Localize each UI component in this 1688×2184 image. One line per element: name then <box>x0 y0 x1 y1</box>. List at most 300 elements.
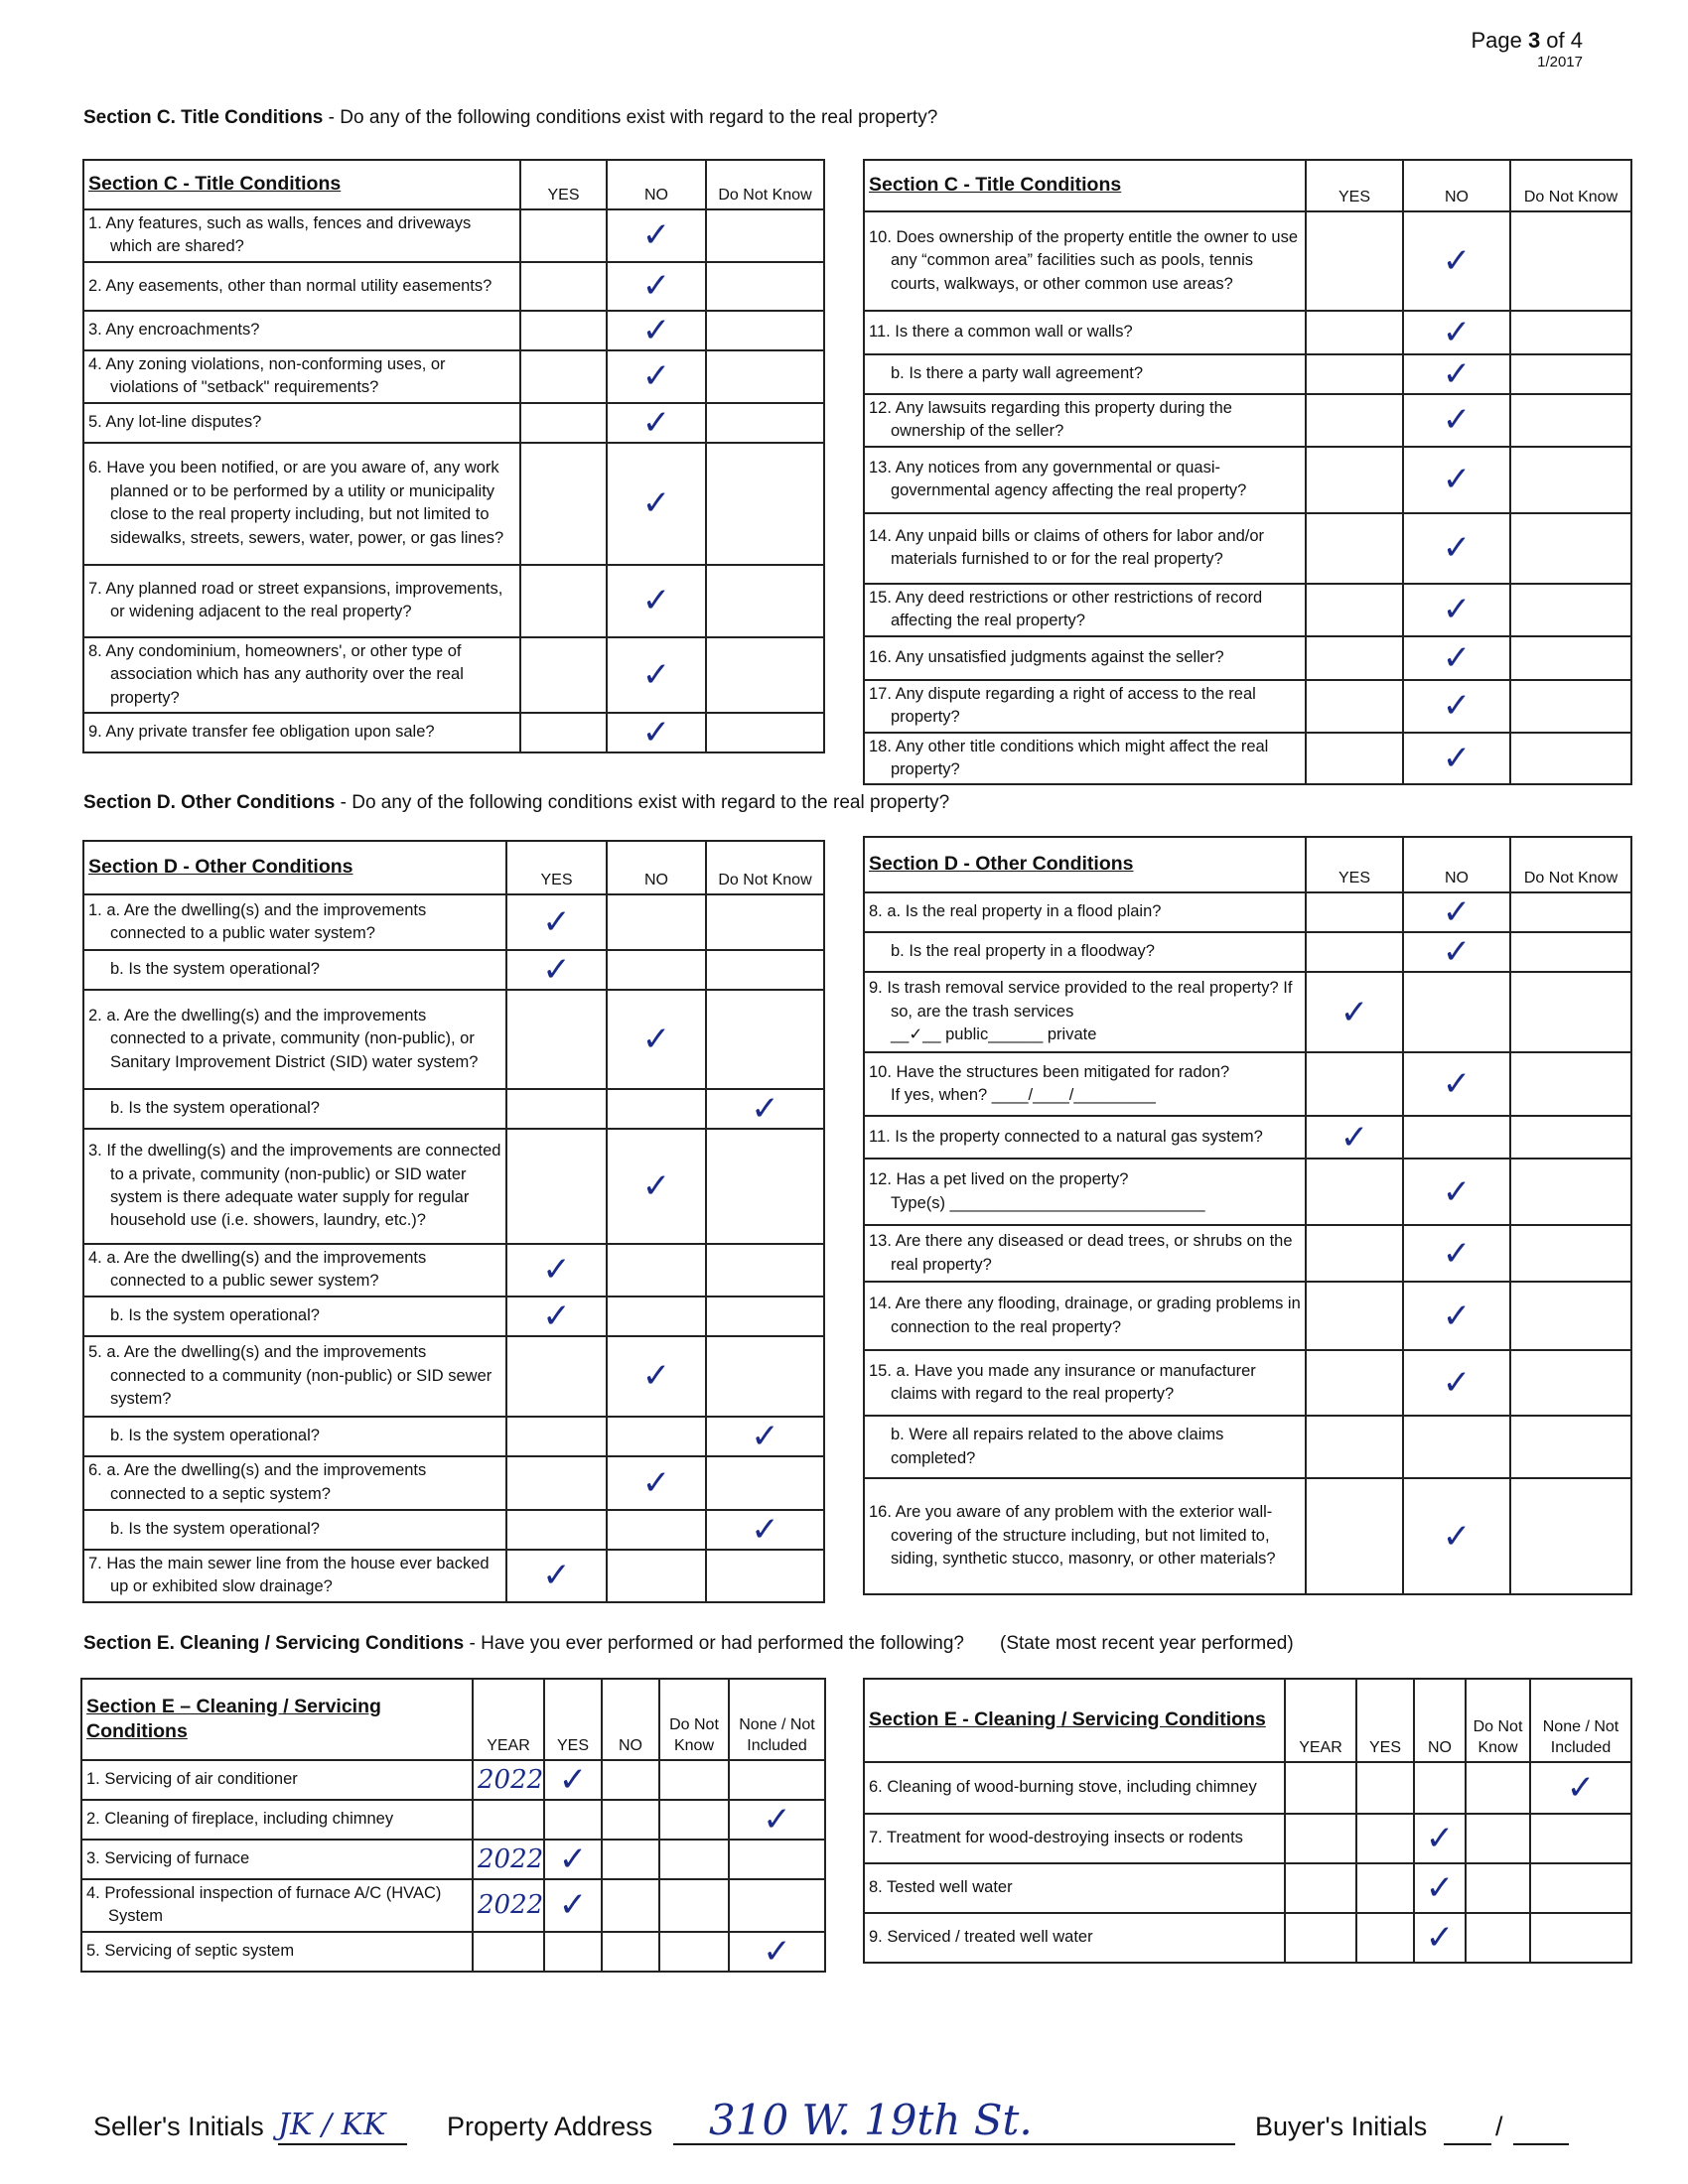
do-not-know-checkbox[interactable] <box>1510 1478 1631 1594</box>
table-row <box>83 990 824 1089</box>
table-row <box>864 354 1631 394</box>
do-not-know-checkbox[interactable]: ✓ <box>706 1417 824 1456</box>
page-number: Page 3 of 4 <box>1471 28 1583 53</box>
year-cell[interactable] <box>473 1932 544 1972</box>
no-checkbox[interactable]: ✓ <box>607 311 706 350</box>
no-checkbox[interactable]: ✓ <box>607 565 706 637</box>
no-checkbox[interactable]: ✓ <box>1403 636 1510 680</box>
question-cell <box>83 565 520 637</box>
no-checkbox[interactable]: ✓ <box>1414 1863 1466 1913</box>
yes-checkbox[interactable] <box>1356 1863 1414 1913</box>
question-text: 14. Any unpaid bills or claims of others for labor and/or materials furnished to or for the real property? <box>869 526 1265 569</box>
table-title: Section D - Other Conditions <box>864 837 1306 892</box>
question-cell <box>864 1350 1306 1416</box>
no-checkbox[interactable]: ✓ <box>607 990 706 1089</box>
no-checkbox[interactable]: ✓ <box>607 350 706 403</box>
do-not-know-checkbox[interactable] <box>1510 354 1631 394</box>
do-not-know-checkbox[interactable] <box>706 713 824 752</box>
yes-checkbox[interactable]: ✓ <box>506 1244 607 1297</box>
no-checkbox[interactable] <box>602 1879 659 1932</box>
question-text: b. Were all repairs related to the above claims completed? <box>891 1426 1224 1467</box>
yes-checkbox[interactable] <box>1306 354 1403 394</box>
yes-checkbox[interactable] <box>1306 1052 1403 1116</box>
no-checkbox[interactable] <box>1403 972 1510 1052</box>
do-not-know-checkbox[interactable] <box>1510 892 1631 932</box>
table-row <box>83 1336 824 1417</box>
table-row <box>83 403 824 443</box>
none-not-included-checkbox[interactable] <box>1530 1913 1631 1963</box>
yes-checkbox[interactable] <box>506 990 607 1089</box>
year-cell[interactable] <box>1285 1863 1356 1913</box>
question-cell <box>81 1932 473 1972</box>
question-cell <box>83 1129 506 1244</box>
yes-checkbox[interactable]: ✓ <box>544 1879 602 1932</box>
do-not-know-checkbox[interactable] <box>706 1297 824 1336</box>
table-row <box>864 932 1631 972</box>
question-text: b. Is the system operational? <box>110 1427 320 1445</box>
col-do-not-know: Do Not Know <box>1466 1679 1530 1762</box>
question-text: 2. Cleaning of fireplace, including chimney <box>86 1810 394 1829</box>
do-not-know-checkbox[interactable] <box>706 350 824 403</box>
question-cell <box>864 513 1306 584</box>
no-checkbox[interactable]: ✓ <box>1403 447 1510 513</box>
col-no: NO <box>1414 1679 1466 1762</box>
no-checkbox[interactable] <box>607 1550 706 1602</box>
table-title: Section C - Title Conditions <box>83 160 520 209</box>
none-not-included-checkbox[interactable] <box>1530 1814 1631 1863</box>
none-not-included-checkbox[interactable]: ✓ <box>729 1932 825 1972</box>
col-yes: YES <box>1306 837 1403 892</box>
table-row <box>83 713 824 752</box>
do-not-know-checkbox[interactable] <box>1510 1225 1631 1282</box>
do-not-know-checkbox[interactable] <box>706 1550 824 1602</box>
col-do-not-know: Do Not Know <box>1510 160 1631 211</box>
table-row <box>864 584 1631 636</box>
table-row <box>864 1863 1631 1913</box>
question-cell <box>83 637 520 713</box>
yes-checkbox[interactable] <box>506 1510 607 1550</box>
question-cell <box>83 1550 506 1602</box>
do-not-know-checkbox[interactable] <box>706 403 824 443</box>
do-not-know-checkbox[interactable] <box>1510 972 1631 1052</box>
question-cell <box>83 990 506 1089</box>
yes-checkbox[interactable]: ✓ <box>506 1297 607 1336</box>
table-row <box>83 1456 824 1510</box>
form-revision-date: 1/2017 <box>1537 54 1583 70</box>
question-cell <box>864 394 1306 447</box>
question-text: 15. Any deed restrictions or other restrictions of record affecting the real property? <box>869 588 1263 630</box>
no-checkbox[interactable]: ✓ <box>1403 932 1510 972</box>
do-not-know-checkbox[interactable] <box>706 990 824 1089</box>
no-checkbox[interactable] <box>1403 1416 1510 1478</box>
do-not-know-checkbox[interactable] <box>706 1244 824 1297</box>
no-checkbox[interactable]: ✓ <box>1403 1282 1510 1350</box>
do-not-know-checkbox[interactable] <box>1510 394 1631 447</box>
question-cell <box>864 892 1306 932</box>
table-row <box>864 1052 1631 1116</box>
col-do-not-know: Do Not Know <box>659 1679 729 1760</box>
yes-checkbox[interactable] <box>544 1800 602 1840</box>
question-cell <box>83 443 520 565</box>
yes-checkbox[interactable] <box>1356 1913 1414 1963</box>
table-title: Section E – Cleaning / Servicing Conditions <box>81 1679 473 1760</box>
no-checkbox[interactable]: ✓ <box>607 403 706 443</box>
table-row <box>81 1879 825 1932</box>
no-checkbox[interactable]: ✓ <box>607 1129 706 1244</box>
yes-checkbox[interactable] <box>1306 1225 1403 1282</box>
no-checkbox[interactable] <box>607 1417 706 1456</box>
question-cell <box>864 1225 1306 1282</box>
question-text: b. Is the system operational? <box>110 1306 320 1325</box>
no-checkbox[interactable]: ✓ <box>1403 680 1510 733</box>
table-row <box>864 1913 1631 1963</box>
table-row <box>81 1800 825 1840</box>
question-cell <box>83 403 520 443</box>
year-cell[interactable] <box>473 1800 544 1840</box>
question-fill-line[interactable]: If yes, when? ____/____/_________ <box>891 1086 1156 1104</box>
yes-checkbox[interactable] <box>1306 733 1403 785</box>
question-text: 11. Is there a common wall or walls? <box>869 323 1133 341</box>
col-no: NO <box>607 841 706 894</box>
do-not-know-checkbox[interactable] <box>706 1456 824 1510</box>
yes-checkbox[interactable] <box>544 1932 602 1972</box>
do-not-know-checkbox[interactable] <box>1466 1814 1530 1863</box>
table-row <box>81 1932 825 1972</box>
no-checkbox[interactable]: ✓ <box>1403 584 1510 636</box>
yes-checkbox[interactable] <box>506 1336 607 1417</box>
yes-checkbox[interactable] <box>1306 1478 1403 1594</box>
no-checkbox[interactable]: ✓ <box>1403 311 1510 354</box>
yes-checkbox[interactable]: ✓ <box>506 1550 607 1602</box>
do-not-know-checkbox[interactable] <box>1510 680 1631 733</box>
yes-checkbox[interactable] <box>506 1417 607 1456</box>
yes-checkbox[interactable] <box>520 311 607 350</box>
table-row <box>83 209 824 262</box>
do-not-know-checkbox[interactable] <box>659 1840 729 1879</box>
table-row <box>83 1510 824 1550</box>
no-checkbox[interactable]: ✓ <box>1403 1350 1510 1416</box>
question-text: 6. Have you been notified, or are you aware of, any work planned or to be performed by a utility or municipality close to the real property including, but not limited to sidewalks, streets, sewers, water, power, or gas lines? <box>88 459 504 547</box>
no-checkbox[interactable] <box>607 1244 706 1297</box>
question-cell <box>83 713 520 752</box>
yes-checkbox[interactable] <box>506 1089 607 1129</box>
table-row <box>864 892 1631 932</box>
question-fill-line[interactable]: __✓__ public______ private <box>891 1025 1097 1044</box>
question-text: 1. Any features, such as walls, fences and driveways which are shared? <box>88 214 472 256</box>
no-checkbox[interactable]: ✓ <box>1403 394 1510 447</box>
do-not-know-checkbox[interactable] <box>1510 1416 1631 1478</box>
question-cell <box>864 1814 1285 1863</box>
section-c-heading: Section C. Title Conditions - Do any of the following conditions exist with regard to the real property? <box>83 107 938 128</box>
question-text: 7. Treatment for wood-destroying insects or rodents <box>869 1829 1243 1847</box>
no-checkbox[interactable]: ✓ <box>1403 1478 1510 1594</box>
no-checkbox[interactable]: ✓ <box>607 1456 706 1510</box>
do-not-know-checkbox[interactable] <box>1466 1913 1530 1963</box>
do-not-know-checkbox[interactable] <box>1510 211 1631 311</box>
no-checkbox[interactable] <box>602 1932 659 1972</box>
do-not-know-checkbox[interactable] <box>1510 311 1631 354</box>
year-cell[interactable]: 2022 <box>473 1840 544 1879</box>
no-checkbox[interactable]: ✓ <box>1414 1814 1466 1863</box>
table-row <box>83 311 824 350</box>
question-text: 5. Servicing of septic system <box>86 1942 295 1961</box>
question-text: b. Is the system operational? <box>110 1520 320 1539</box>
table-row <box>83 950 824 990</box>
do-not-know-checkbox[interactable] <box>706 311 824 350</box>
no-checkbox[interactable] <box>1403 1116 1510 1159</box>
do-not-know-checkbox[interactable]: ✓ <box>706 1089 824 1129</box>
section-e-table-right <box>863 1678 1632 1964</box>
no-checkbox[interactable]: ✓ <box>1403 1052 1510 1116</box>
question-text: 14. Are there any flooding, drainage, or grading problems in connection to the real property? <box>869 1295 1301 1336</box>
question-text: 6. a. Are the dwelling(s) and the improvements connected to a septic system? <box>88 1461 427 1503</box>
question-text: 7. Has the main sewer line from the house ever backed up or exhibited slow drainage? <box>88 1554 490 1596</box>
question-cell <box>864 636 1306 680</box>
question-text: 11. Is the property connected to a natural gas system? <box>869 1127 1263 1146</box>
section-e-table-left <box>80 1678 826 1973</box>
do-not-know-checkbox[interactable] <box>1510 584 1631 636</box>
do-not-know-checkbox[interactable] <box>1510 1116 1631 1159</box>
yes-checkbox[interactable] <box>1306 311 1403 354</box>
year-cell[interactable] <box>1285 1762 1356 1814</box>
question-text: 9. Is trash removal service provided to the real property? If so, are the trash services <box>869 979 1293 1021</box>
col-no: NO <box>602 1679 659 1760</box>
do-not-know-checkbox[interactable] <box>706 637 824 713</box>
no-checkbox[interactable] <box>1414 1762 1466 1814</box>
do-not-know-checkbox[interactable] <box>659 1932 729 1972</box>
do-not-know-checkbox[interactable] <box>706 894 824 950</box>
no-checkbox[interactable]: ✓ <box>607 262 706 311</box>
table-row <box>864 680 1631 733</box>
question-text: 5. a. Are the dwelling(s) and the improvements connected to a community (non-public) or SID sewer system? <box>88 1343 492 1409</box>
question-cell <box>864 1416 1306 1478</box>
col-year: YEAR <box>473 1679 544 1760</box>
yes-checkbox[interactable] <box>1306 1159 1403 1225</box>
no-checkbox[interactable]: ✓ <box>607 443 706 565</box>
question-text: 4. Any zoning violations, non-conforming uses, or violations of "setback" requirements? <box>88 354 446 397</box>
table-row <box>864 311 1631 354</box>
table-row <box>83 894 824 950</box>
yes-checkbox[interactable] <box>1306 932 1403 972</box>
property-address-label: Property Address <box>447 2112 653 2141</box>
question-text: 15. a. Have you made any insurance or manufacturer claims with regard to the real property? <box>869 1361 1256 1403</box>
no-checkbox[interactable]: ✓ <box>1403 892 1510 932</box>
do-not-know-checkbox[interactable] <box>659 1879 729 1932</box>
yes-checkbox[interactable]: ✓ <box>544 1760 602 1800</box>
none-not-included-checkbox[interactable] <box>729 1760 825 1800</box>
table-row <box>864 972 1631 1052</box>
none-not-included-checkbox[interactable] <box>729 1840 825 1879</box>
question-cell <box>864 311 1306 354</box>
question-text: 4. a. Are the dwelling(s) and the improvements connected to a public sewer system? <box>88 1249 427 1291</box>
question-cell <box>83 350 520 403</box>
no-checkbox[interactable] <box>607 894 706 950</box>
table-row <box>83 1550 824 1602</box>
question-text: 8. Tested well water <box>869 1878 1013 1897</box>
do-not-know-checkbox[interactable] <box>706 1129 824 1244</box>
question-text: 6. Cleaning of wood-burning stove, including chimney <box>869 1778 1257 1797</box>
yes-checkbox[interactable]: ✓ <box>1306 1116 1403 1159</box>
do-not-know-checkbox[interactable] <box>1466 1762 1530 1814</box>
yes-checkbox[interactable] <box>520 565 607 637</box>
yes-checkbox[interactable] <box>1306 394 1403 447</box>
no-checkbox[interactable]: ✓ <box>1403 1159 1510 1225</box>
do-not-know-checkbox[interactable] <box>659 1760 729 1800</box>
do-not-know-checkbox[interactable] <box>706 950 824 990</box>
question-cell <box>83 1456 506 1510</box>
question-cell <box>864 211 1306 311</box>
yes-checkbox[interactable]: ✓ <box>506 894 607 950</box>
table-title: Section E - Cleaning / Servicing Conditions <box>864 1679 1285 1762</box>
section-c-table-left <box>82 159 825 753</box>
question-cell <box>83 1417 506 1456</box>
question-text: 18. Any other title conditions which might affect the real property? <box>869 737 1269 778</box>
yes-checkbox[interactable] <box>1306 211 1403 311</box>
do-not-know-checkbox[interactable] <box>1466 1863 1530 1913</box>
no-checkbox[interactable] <box>607 1510 706 1550</box>
question-cell <box>864 1052 1306 1116</box>
none-not-included-checkbox[interactable]: ✓ <box>1530 1762 1631 1814</box>
yes-checkbox[interactable] <box>520 262 607 311</box>
table-row <box>864 1116 1631 1159</box>
table-row <box>864 447 1631 513</box>
no-checkbox[interactable]: ✓ <box>1403 1225 1510 1282</box>
no-checkbox[interactable] <box>602 1800 659 1840</box>
question-text: 13. Are there any diseased or dead trees, or shrubs on the real property? <box>869 1232 1293 1274</box>
no-checkbox[interactable]: ✓ <box>1403 354 1510 394</box>
no-checkbox[interactable]: ✓ <box>1403 513 1510 584</box>
none-not-included-checkbox[interactable] <box>1530 1863 1631 1913</box>
do-not-know-checkbox[interactable] <box>1510 1159 1631 1225</box>
yes-checkbox[interactable] <box>1306 584 1403 636</box>
do-not-know-checkbox[interactable] <box>1510 513 1631 584</box>
question-text: 8. Any condominium, homeowners', or other type of association which has any authority over the real property? <box>88 641 464 707</box>
question-text: b. Is the real property in a floodway? <box>891 942 1155 961</box>
buyer-initials-field-2[interactable] <box>1513 2143 1569 2145</box>
yes-checkbox[interactable] <box>1306 892 1403 932</box>
question-cell <box>864 447 1306 513</box>
col-yes: YES <box>544 1679 602 1760</box>
table-row <box>864 394 1631 447</box>
table-row <box>864 513 1631 584</box>
do-not-know-checkbox[interactable] <box>706 565 824 637</box>
yes-checkbox[interactable] <box>1306 513 1403 584</box>
yes-checkbox[interactable] <box>1356 1762 1414 1814</box>
year-cell[interactable] <box>1285 1814 1356 1863</box>
question-text: 3. If the dwelling(s) and the improvements are connected to a private, community (non-public) or SID water system is there adequate water supply for regular household use (i.e. showers, laundry, etc.)? <box>88 1142 501 1230</box>
question-cell <box>864 1282 1306 1350</box>
do-not-know-checkbox[interactable] <box>1510 1350 1631 1416</box>
do-not-know-checkbox[interactable] <box>659 1800 729 1840</box>
year-cell[interactable]: 2022 <box>473 1760 544 1800</box>
table-row <box>864 1159 1631 1225</box>
yes-checkbox[interactable] <box>520 350 607 403</box>
table-row <box>864 1225 1631 1282</box>
yes-checkbox[interactable] <box>1306 1416 1403 1478</box>
buyer-initials-field-1[interactable] <box>1444 2143 1491 2145</box>
none-not-included-checkbox[interactable]: ✓ <box>729 1800 825 1840</box>
no-checkbox[interactable] <box>607 950 706 990</box>
do-not-know-checkbox[interactable] <box>1510 1282 1631 1350</box>
do-not-know-checkbox[interactable] <box>706 1336 824 1417</box>
yes-checkbox[interactable]: ✓ <box>506 950 607 990</box>
year-cell[interactable]: 2022 <box>473 1879 544 1932</box>
no-checkbox[interactable] <box>602 1760 659 1800</box>
do-not-know-checkbox[interactable] <box>1510 932 1631 972</box>
yes-checkbox[interactable] <box>1306 1282 1403 1350</box>
no-checkbox[interactable]: ✓ <box>1403 733 1510 785</box>
do-not-know-checkbox[interactable] <box>1510 1052 1631 1116</box>
no-checkbox[interactable]: ✓ <box>1403 211 1510 311</box>
property-address-value[interactable]: 310 W. 19th St. <box>709 2096 1033 2144</box>
no-checkbox[interactable] <box>607 1089 706 1129</box>
section-c-table-right <box>863 159 1632 785</box>
no-checkbox[interactable]: ✓ <box>1414 1913 1466 1963</box>
question-fill-line[interactable]: Type(s) ____________________________ <box>891 1193 1205 1212</box>
no-checkbox[interactable]: ✓ <box>607 1336 706 1417</box>
question-cell <box>864 1863 1285 1913</box>
no-checkbox[interactable]: ✓ <box>607 713 706 752</box>
question-cell <box>864 972 1306 1052</box>
col-yes: YES <box>506 841 607 894</box>
no-checkbox[interactable]: ✓ <box>607 209 706 262</box>
no-checkbox[interactable] <box>607 1297 706 1336</box>
yes-checkbox[interactable] <box>506 1456 607 1510</box>
yes-checkbox[interactable] <box>520 713 607 752</box>
yes-checkbox[interactable] <box>1356 1814 1414 1863</box>
question-text: 4. Professional inspection of furnace A/C (HVAC) System <box>86 1884 442 1926</box>
yes-checkbox[interactable] <box>1306 636 1403 680</box>
col-yes: YES <box>1356 1679 1414 1762</box>
do-not-know-checkbox[interactable] <box>1510 636 1631 680</box>
question-text: 5. Any lot-line disputes? <box>88 412 262 431</box>
question-cell <box>83 1089 506 1129</box>
none-not-included-checkbox[interactable] <box>729 1879 825 1932</box>
seller-initials-value[interactable]: JK / KK <box>278 2108 386 2142</box>
yes-checkbox[interactable] <box>1306 447 1403 513</box>
question-cell <box>864 1762 1285 1814</box>
question-text: 17. Any dispute regarding a right of access to the real property? <box>869 684 1256 727</box>
do-not-know-checkbox[interactable] <box>706 209 824 262</box>
yes-checkbox[interactable] <box>520 209 607 262</box>
yes-checkbox[interactable]: ✓ <box>1306 972 1403 1052</box>
do-not-know-checkbox[interactable]: ✓ <box>706 1510 824 1550</box>
yes-checkbox[interactable] <box>506 1129 607 1244</box>
table-row <box>83 1129 824 1244</box>
question-text: 2. Any easements, other than normal utility easements? <box>88 276 492 295</box>
question-cell <box>864 1159 1306 1225</box>
question-cell <box>83 1297 506 1336</box>
table-row <box>83 1089 824 1129</box>
question-text: 10. Have the structures been mitigated for radon? <box>869 1062 1230 1081</box>
no-checkbox[interactable]: ✓ <box>607 637 706 713</box>
yes-checkbox[interactable] <box>520 403 607 443</box>
no-checkbox[interactable] <box>602 1840 659 1879</box>
yes-checkbox[interactable] <box>1306 680 1403 733</box>
yes-checkbox[interactable] <box>520 637 607 713</box>
do-not-know-checkbox[interactable] <box>706 262 824 311</box>
do-not-know-checkbox[interactable] <box>1510 733 1631 785</box>
col-yes: YES <box>1306 160 1403 211</box>
table-row <box>83 565 824 637</box>
yes-checkbox[interactable]: ✓ <box>544 1840 602 1879</box>
do-not-know-checkbox[interactable] <box>1510 447 1631 513</box>
col-do-not-know: Do Not Know <box>706 160 824 209</box>
yes-checkbox[interactable] <box>520 443 607 565</box>
year-cell[interactable] <box>1285 1913 1356 1963</box>
do-not-know-checkbox[interactable] <box>706 443 824 565</box>
yes-checkbox[interactable] <box>1306 1350 1403 1416</box>
